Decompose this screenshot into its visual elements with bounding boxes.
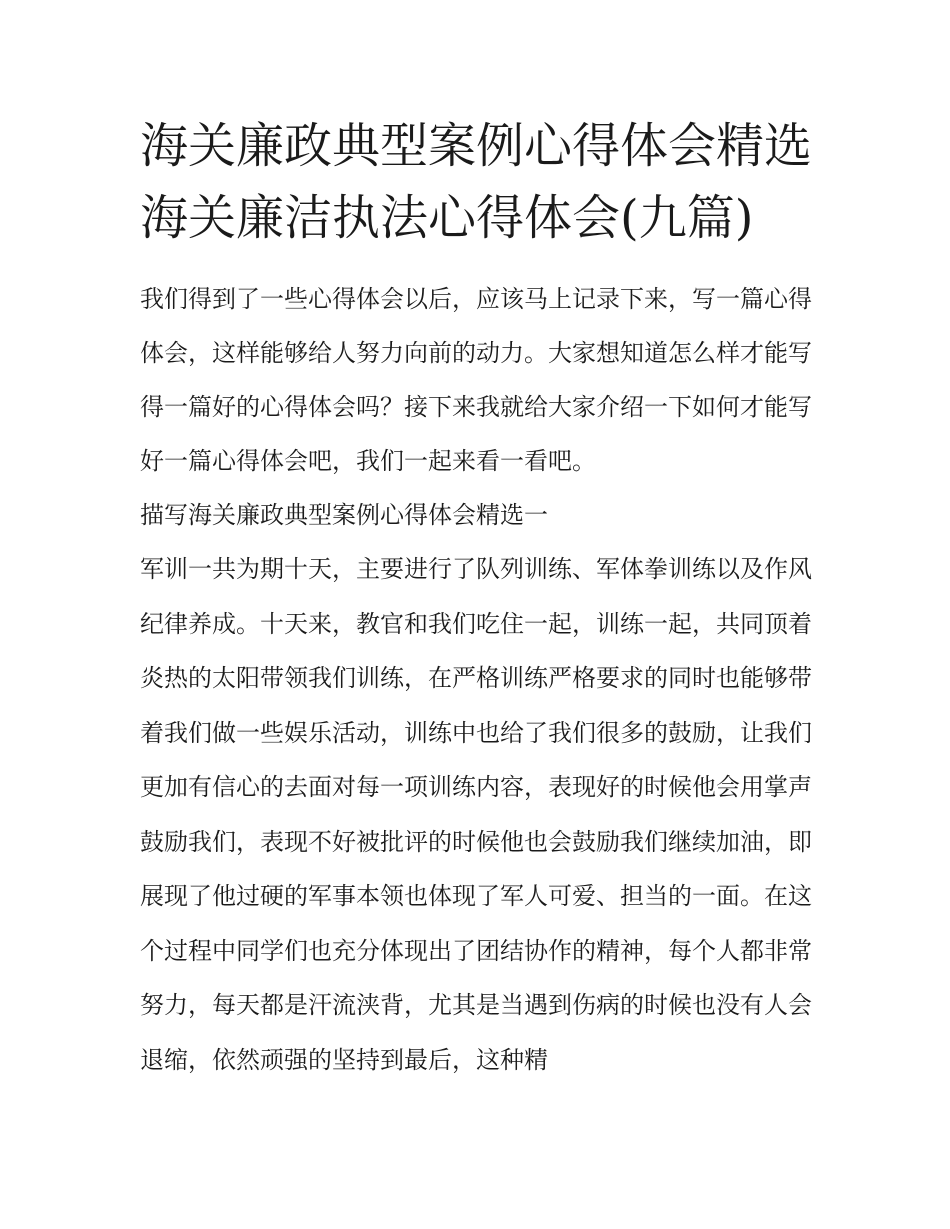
document-title: 海关廉政典型案例心得体会精选 海关廉洁执法心得体会(九篇) xyxy=(140,118,813,246)
document-page xyxy=(140,110,820,1087)
intro-paragraph: 我们得到了一些心得体会以后，应该马上记录下来，写一篇心得体会，这样能够给人努力向前的动力。大家想知道怎么样才能写得一篇好的心得体会吗？接下来我就给大家介绍一下如何才能写好一篇心得体会吧，我们一起来看一看吧。 xyxy=(140,285,812,475)
section-heading: 描写海关廉政典型案例心得体会精选一 xyxy=(140,501,548,529)
body-paragraph: 军训一共为期十天，主要进行了队列训练、军体拳训练以及作风纪律养成。十天来，教官和我们吃住一起，训练一起，共同顶着炎热的太阳带领我们训练，在严格训练严格要求的同时也能够带着我们做一些娱乐活动，训练中也给了我们很多的鼓励，让我们更加有信心的去面对每一项训练内容，表现好的时候他会用掌声鼓励我们，表现不好被批评的时候他也会鼓励我们继续加油，即展现了他过硬的军事本领也体现了军人可爱、担当的一面。在这个过程中同学们也充分体现出了团结协作的精神，每个人都非常努力，每天都是汗流浃背，尤其是当遇到伤病的时候也没有人会退缩，依然顽强的坚持到最后，这种精 xyxy=(140,555,812,1074)
